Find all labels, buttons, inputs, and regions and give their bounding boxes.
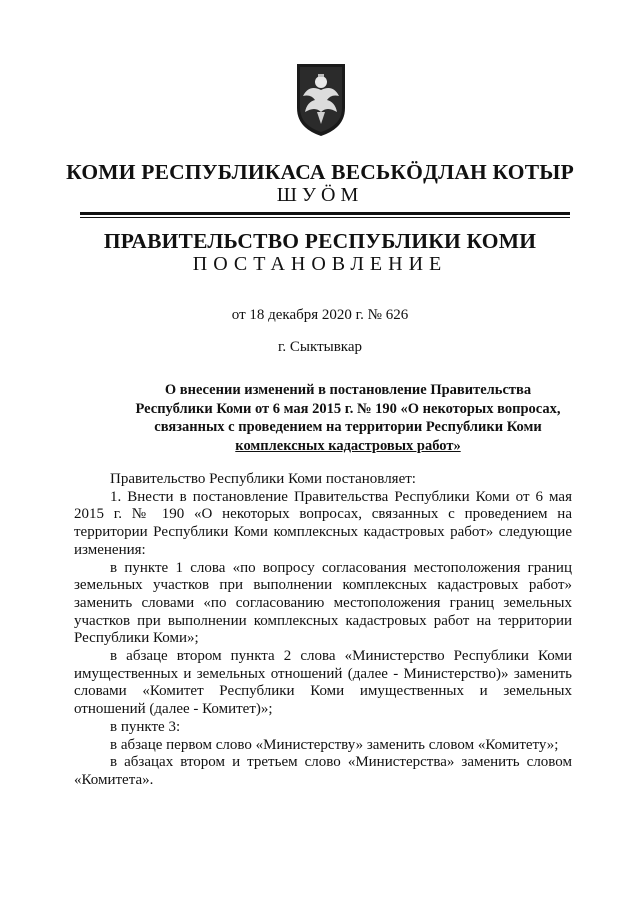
document-body	[74, 471, 572, 790]
body-paragraph: 1. Внести в постановление Правительства Республики Коми от 6 мая 2015 г. № 190 «О некоторых вопросах, связанных с проведением на территории Республики Коми комплексных кадастровых работ» следующие изменения:	[74, 488, 572, 558]
komi-document-type: ШУӦМ	[276, 184, 364, 206]
body-paragraph: в пункте 3:	[110, 718, 181, 735]
date-and-number: от 18 декабря 2020 г. № 626	[231, 307, 409, 323]
government-title: ПРАВИТЕЛЬСТВО РЕСПУБЛИКИ КОМИ	[103, 229, 537, 253]
body-paragraph: Правительство Республики Коми постановляет:	[110, 471, 416, 487]
body-paragraph: в пункте 1 слова «по вопросу согласования местоположения границ земельных участков при выполнении комплексных кадастровых работ» заменить словами «по согласованию местоположения границ земельных участков при выполнении комплексных кадастровых работ на территории Республики Коми»;	[74, 559, 572, 647]
body-paragraph: в абзаце втором пункта 2 слова «Министерство Республики Коми имущественных и земельных отношений (далее - Министерство)» заменить словами «Комитет Республики Коми имущественных и земельных отношений (далее - Комитет)»;	[74, 648, 572, 718]
body-paragraph: в абзаце первом слово «Министерству» заменить словом «Комитету»;	[110, 736, 559, 753]
header-rule-thick	[80, 212, 570, 215]
document-title-line: Республики Коми от 6 мая 2015 г. № 190 «О некоторых вопросах,	[135, 400, 561, 417]
city: г. Сыктывкар	[277, 339, 363, 355]
document-title-line: комплексных кадастровых работ»	[235, 437, 461, 454]
body-paragraph: в абзацах втором и третьем слово «Министерства» заменить словом «Комитета».	[74, 754, 572, 788]
document-title	[118, 381, 578, 455]
document-type: ПОСТАНОВЛЕНИЕ	[192, 253, 448, 275]
header-rule-thin	[80, 217, 570, 218]
document-title-line: связанных с проведением на территории Республики Коми	[154, 419, 542, 435]
komi-government-title: КОМИ РЕСПУБЛИКАСА ВЕСЬКӦДЛАН КОТЫР	[66, 160, 574, 184]
komi-coat-of-arms-icon	[295, 62, 347, 138]
document-title-line: О внесении изменений в постановление Правительства	[164, 382, 532, 398]
